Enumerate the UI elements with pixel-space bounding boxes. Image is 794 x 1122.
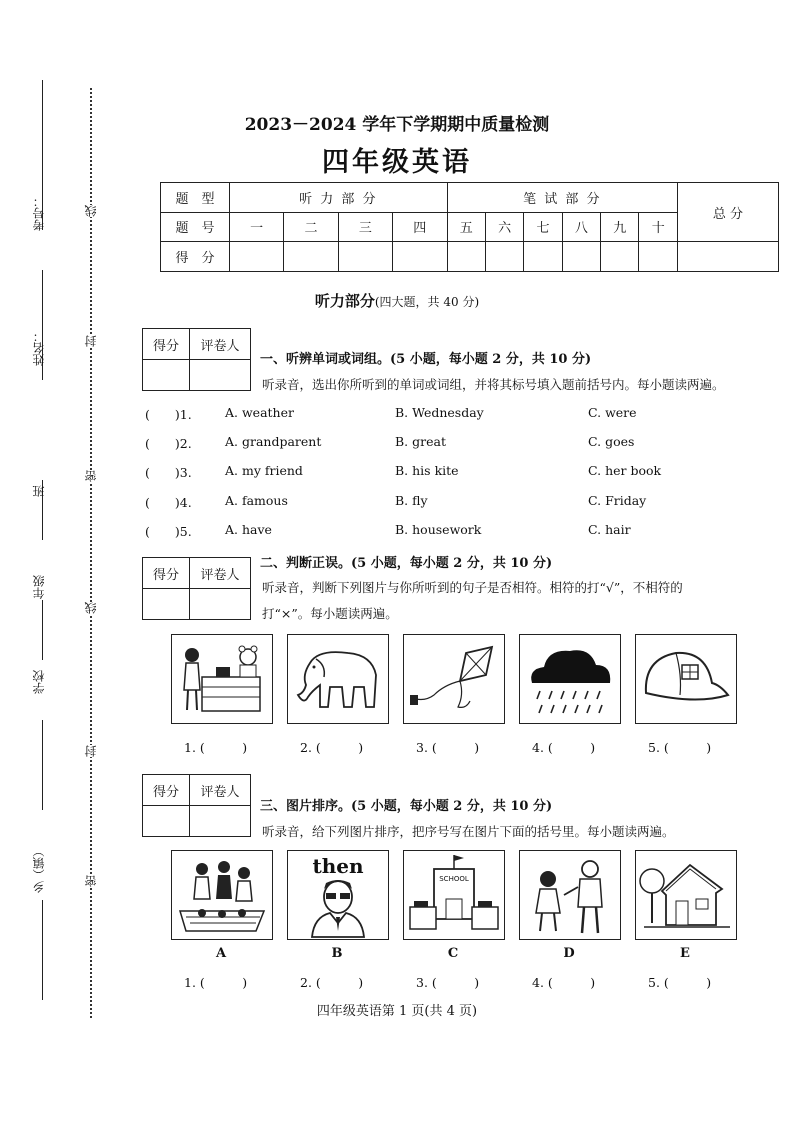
q-num-cell: 一	[230, 212, 284, 242]
grader-box-q2	[142, 557, 251, 620]
q1-item-number[interactable]: ( )3.	[145, 465, 192, 480]
q1-item	[145, 434, 765, 452]
seal-char-feng: 封	[84, 335, 98, 347]
q1-option-c: C. were	[588, 405, 637, 420]
margin-line-grade	[42, 600, 43, 660]
man-sunglasses-icon	[288, 851, 388, 939]
q3-pic-c-text: SCHOOL	[439, 875, 469, 883]
q3-pic-b-text: then	[312, 854, 364, 878]
score-cell[interactable]	[338, 242, 392, 272]
grader-name-label: 评卷人	[190, 775, 251, 806]
row-number-label: 题 号	[161, 212, 230, 242]
grader-score-label: 得分	[143, 329, 190, 360]
rain-cloud-icon	[520, 635, 620, 723]
exam-no-label: 考号：	[32, 195, 46, 231]
q1-item	[145, 522, 765, 540]
page-footer: 四年级英语第 1 页(共 4 页)	[316, 1004, 478, 1019]
score-cell[interactable]	[639, 242, 678, 272]
listening-part-header: 听 力 部 分	[230, 183, 448, 213]
q-num-cell: 三	[338, 212, 392, 242]
q2-title: 二、判断正误。(5 小题，每小题 2 分，共 10 分)	[260, 556, 553, 571]
q2-picture-kite	[403, 634, 505, 724]
q-num-cell: 九	[601, 212, 639, 242]
row-score-label: 得 分	[161, 242, 230, 272]
score-cell[interactable]	[562, 242, 600, 272]
q1-option-a: A. weather	[225, 405, 294, 420]
total-score-cell[interactable]	[678, 242, 779, 272]
q3-answer-slot[interactable]: 2. ( )	[300, 975, 364, 990]
school-building-icon	[404, 851, 504, 939]
q2-picture-shopping	[171, 634, 273, 724]
q1-option-b: B. Wednesday	[395, 405, 484, 420]
q-num-cell: 五	[447, 212, 485, 242]
q2-answer-slot[interactable]: 1. ( )	[184, 740, 248, 755]
q3-picture-d	[519, 850, 621, 940]
q1-description: 听录音，选出你所听到的单词或词组，并将其标号填入题前括号内。每小题读两遍。	[262, 377, 725, 392]
grader-box-q1	[142, 328, 251, 391]
grader-score-label: 得分	[143, 775, 190, 806]
score-cell[interactable]	[485, 242, 523, 272]
q1-option-a: A. famous	[225, 493, 288, 508]
township-label: 乡（镇）	[32, 845, 46, 893]
girl-and-grandpa-icon	[520, 851, 620, 939]
q1-item-number[interactable]: ( )1.	[145, 407, 192, 422]
q1-item-number[interactable]: ( )5.	[145, 524, 192, 539]
listening-title-text: 听力部分	[314, 292, 375, 310]
score-cell[interactable]	[601, 242, 639, 272]
q1-option-c: C. goes	[588, 434, 635, 449]
school-label: 学校	[32, 670, 46, 694]
total-header: 总 分	[678, 183, 779, 242]
q3-answer-slot[interactable]: 1. ( )	[184, 975, 248, 990]
q2-answer-slot[interactable]: 3. ( )	[416, 740, 480, 755]
q-num-cell: 八	[562, 212, 600, 242]
kite-icon	[404, 635, 504, 723]
score-cell[interactable]	[284, 242, 338, 272]
q3-picture-c	[403, 850, 505, 940]
q3-label-e: E	[680, 946, 690, 961]
subject-title: 四年级英语	[322, 147, 472, 178]
q1-option-b: B. his kite	[395, 463, 459, 478]
q-num-cell: 六	[485, 212, 523, 242]
q3-title: 三、图片排序。(5 小题，每小题 2 分，共 10 分)	[260, 799, 553, 814]
listening-section-title	[0, 290, 794, 311]
q3-picture-e	[635, 850, 737, 940]
q3-answer-slot[interactable]: 4. ( )	[532, 975, 596, 990]
q-num-cell: 二	[284, 212, 338, 242]
q1-option-a: A. my friend	[225, 463, 303, 478]
grader-name-label: 评卷人	[190, 329, 251, 360]
q1-item	[145, 493, 765, 511]
q2-description-line2: 打“×”。每小题读两遍。	[262, 606, 398, 621]
q1-option-a: A. grandparent	[225, 434, 322, 449]
q1-item-number[interactable]: ( )2.	[145, 436, 192, 451]
q1-option-b: B. housework	[395, 522, 482, 537]
q1-option-c: C. her book	[588, 463, 662, 478]
class-label: 班	[32, 485, 46, 497]
grader-score-cell[interactable]	[143, 360, 190, 391]
seal-char-mi: 密	[84, 470, 98, 482]
grader-name-cell[interactable]	[190, 806, 251, 837]
q3-label-a: A	[215, 946, 227, 961]
q1-item	[145, 463, 765, 481]
q2-picture-elephant	[287, 634, 389, 724]
q1-option-b: B. great	[395, 434, 446, 449]
q2-answer-slot[interactable]: 4. ( )	[532, 740, 596, 755]
q2-answer-slot[interactable]: 2. ( )	[300, 740, 364, 755]
score-cell[interactable]	[230, 242, 284, 272]
q1-title: 一、听辨单词或词组。(5 小题，每小题 2 分，共 10 分)	[260, 352, 592, 367]
exam-title: 2023－2024 学年下学期期中质量检测	[244, 115, 550, 135]
q3-picture-b	[287, 850, 389, 940]
score-cell[interactable]	[524, 242, 562, 272]
q2-description-line1: 听录音，判断下列图片与你所听到的句子是否相符。相符的打“√”，不相符的	[262, 580, 683, 595]
cap-icon	[636, 635, 736, 723]
seal-char-mi-2: 密	[84, 875, 98, 887]
seal-char-feng-2: 封	[84, 745, 98, 757]
q1-item	[145, 405, 765, 423]
picnic-family-icon	[172, 851, 272, 939]
q1-item-number[interactable]: ( )4.	[145, 495, 192, 510]
grader-box-q3	[142, 774, 251, 837]
q-num-cell: 四	[393, 212, 447, 242]
q-num-cell: 七	[524, 212, 562, 242]
score-cell[interactable]	[447, 242, 485, 272]
row-type-label: 题 型	[161, 183, 230, 213]
margin-line-school	[42, 720, 43, 810]
q3-label-d: D	[563, 946, 575, 961]
q1-option-c: C. hair	[588, 522, 631, 537]
q3-answer-slot[interactable]: 5. ( )	[648, 975, 712, 990]
seal-char-line-2: 线	[84, 602, 98, 614]
q3-picture-a	[171, 850, 273, 940]
writing-part-header: 笔 试 部 分	[447, 183, 677, 213]
grader-score-cell[interactable]	[143, 589, 190, 620]
grader-name-label: 评卷人	[190, 558, 251, 589]
grader-name-cell[interactable]	[190, 589, 251, 620]
q3-label-c: C	[447, 946, 459, 961]
q2-picture-rain	[519, 634, 621, 724]
woman-shopping-icon	[172, 635, 272, 723]
q3-label-b: B	[331, 946, 343, 961]
q2-answer-slot[interactable]: 5. ( )	[648, 740, 712, 755]
grader-name-cell[interactable]	[190, 360, 251, 391]
score-table	[160, 182, 779, 272]
q1-option-a: A. have	[225, 522, 272, 537]
grader-score-cell[interactable]	[143, 806, 190, 837]
score-cell[interactable]	[393, 242, 447, 272]
listening-title-note: (四大题，共 40 分)	[374, 295, 480, 309]
grader-score-label: 得分	[143, 558, 190, 589]
q1-option-b: B. fly	[395, 493, 428, 508]
seal-char-line: 线	[84, 205, 98, 217]
elephant-icon	[288, 635, 388, 723]
q-num-cell: 十	[639, 212, 678, 242]
q2-picture-cap	[635, 634, 737, 724]
house-icon	[636, 851, 736, 939]
margin-line-township	[42, 900, 43, 1000]
name-label: 姓名：	[32, 330, 46, 366]
q3-answer-slot[interactable]: 3. ( )	[416, 975, 480, 990]
grade-label: 年级	[32, 575, 46, 599]
q3-description: 听录音，给下列图片排序，把序号写在图片下面的括号里。每小题读两遍。	[262, 824, 675, 839]
q1-option-c: C. Friday	[588, 493, 647, 508]
